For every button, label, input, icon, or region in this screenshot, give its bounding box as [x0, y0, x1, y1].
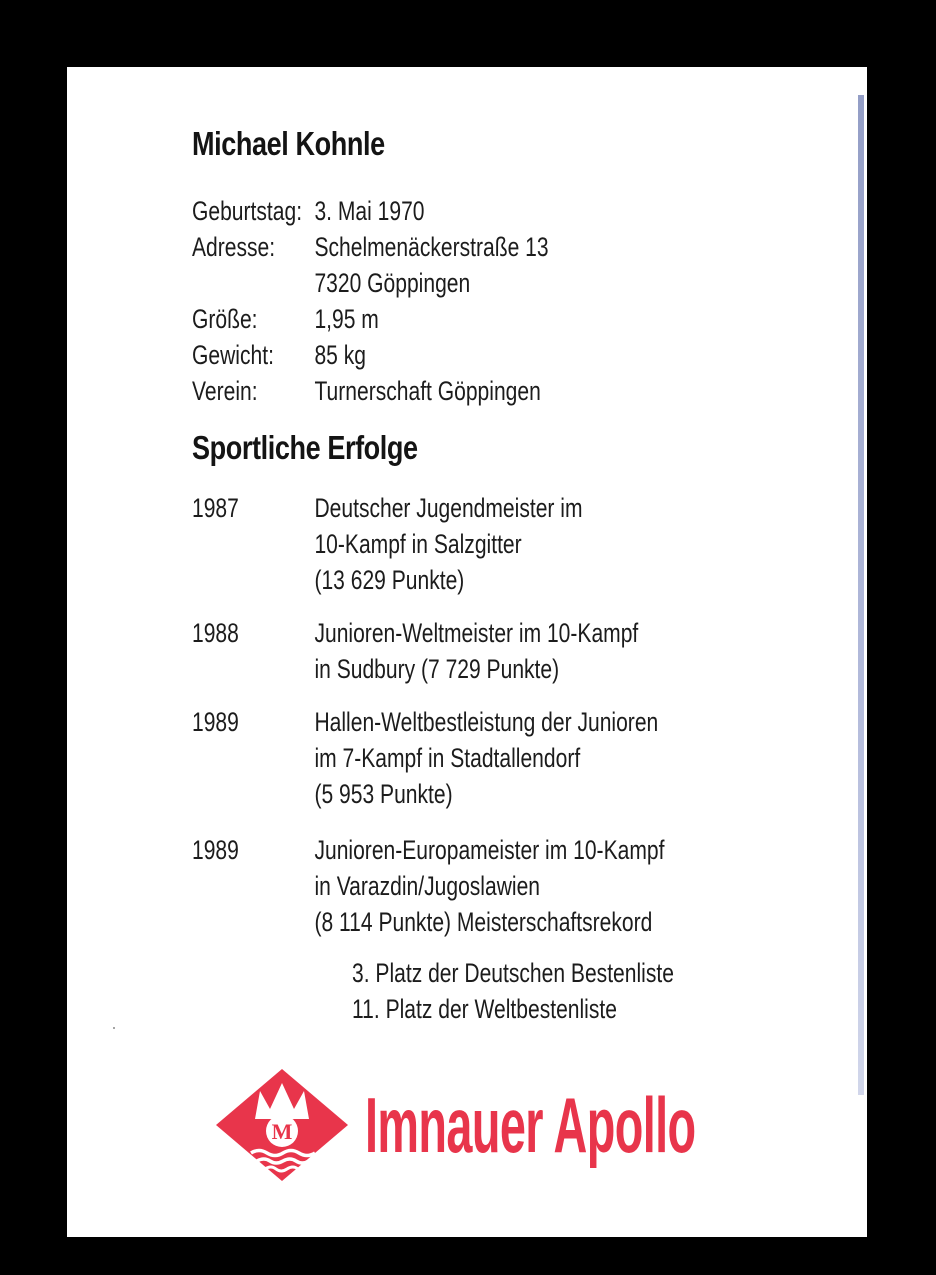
achievement-line: im 7-Kampf in Stadtallendorf [314, 743, 581, 773]
info-value: 85 kg [314, 340, 366, 370]
info-value: 3. Mai 1970 [314, 196, 425, 226]
achievement-year: 1989 [192, 707, 239, 737]
ranking-list [352, 955, 674, 1027]
achievement-year: 1988 [192, 618, 239, 648]
section-title: Sportliche Erfolge [192, 429, 418, 466]
info-label: Größe: [192, 304, 258, 334]
achievement-year: 1989 [192, 835, 239, 865]
achievement-line: Deutscher Jugendmeister im [314, 493, 583, 523]
athlete-name: Michael Kohnle [192, 125, 385, 162]
ranking-line: 3. Platz der Deutschen Bestenliste [352, 958, 674, 988]
info-label: Gewicht: [192, 340, 274, 370]
info-label: Verein: [192, 376, 258, 406]
achievement-text [314, 490, 582, 598]
achievement-line: Hallen-Weltbestleistung der Junioren [314, 707, 659, 737]
achievement-line: (13 629 Punkte) [314, 565, 465, 595]
achievement-year: 1987 [192, 493, 239, 523]
achievement-line: (8 114 Punkte) Meisterschaftsrekord [314, 907, 653, 937]
achievement-text [314, 704, 658, 812]
achievement-line: (5 953 Punkte) [314, 779, 453, 809]
achievement-line: Junioren-Europameister im 10-Kampf [314, 835, 665, 865]
achievement-line: 10-Kampf in Salzgitter [314, 529, 522, 559]
info-value: Turnerschaft Göppingen [314, 376, 541, 406]
info-label: Adresse: [192, 232, 276, 262]
info-value: Schelmenäckerstraße 13 [314, 232, 549, 262]
achievement-text [314, 615, 638, 687]
achievement-line: in Varazdin/Jugoslawien [314, 871, 541, 901]
info-label: Geburtstag: [192, 196, 303, 226]
autograph-card [67, 67, 867, 1237]
brand-name: Imnauer Apollo [365, 1081, 696, 1169]
achievement-line: Junioren-Weltmeister im 10-Kampf [314, 618, 639, 648]
card-edge-shadow [858, 95, 864, 1095]
achievement-line: in Sudbury (7 729 Punkte) [314, 654, 560, 684]
info-value: 1,95 m [314, 304, 379, 334]
achievement-text [314, 832, 664, 940]
dust-speck [113, 1027, 115, 1029]
info-value: 7320 Göppingen [314, 268, 471, 298]
apollo-logo-icon [215, 1067, 350, 1183]
logo-letter: M [271, 1119, 293, 1144]
ranking-line: 11. Platz der Weltbestenliste [352, 994, 617, 1024]
